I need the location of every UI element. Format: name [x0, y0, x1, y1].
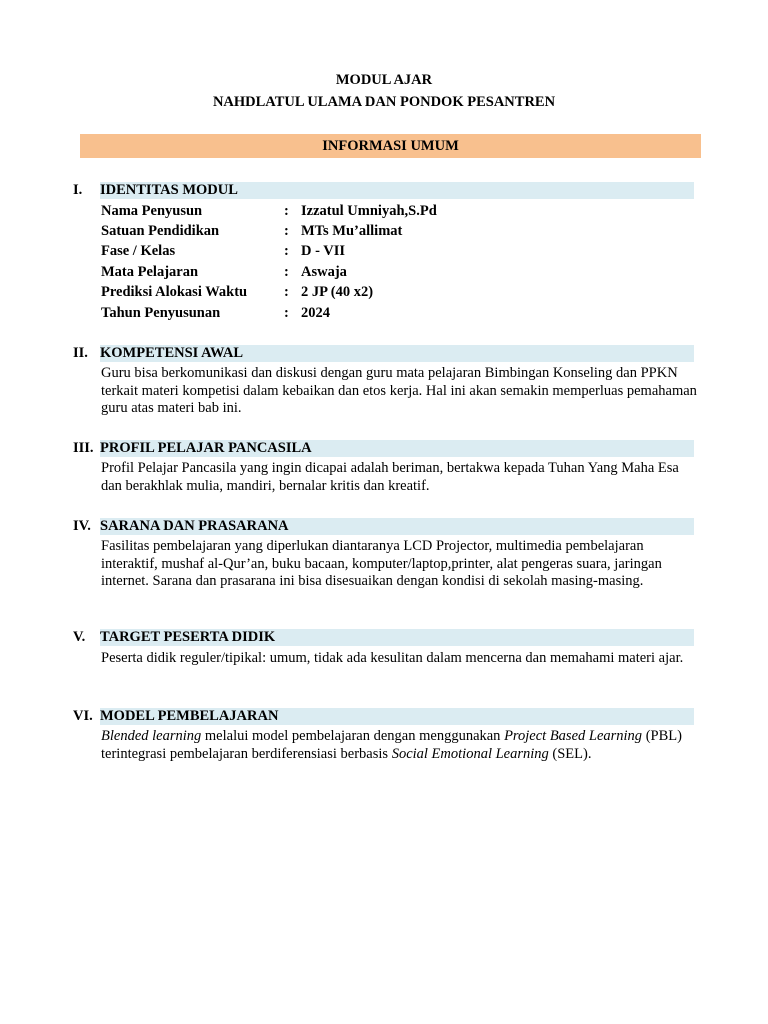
section-number: II. [73, 345, 88, 361]
identity-row [101, 262, 701, 282]
section-banner: INFORMASI UMUM [80, 134, 701, 158]
section-heading: IDENTITAS MODUL [100, 182, 694, 199]
identity-value: Aswaja [301, 264, 347, 280]
text-run: Social Emotional Learning [391, 745, 549, 762]
text-run: Project Based Learning [504, 728, 643, 744]
identity-key: Satuan Pendidikan [101, 223, 220, 239]
identity-value: MTs Mu’allimat [301, 223, 403, 239]
section-text: Fasilitas pembelajaran yang diperlukan diantaranya LCD Projector, multimedia pembelajaran interaktif, mushaf al-Qur’an, buku bacaan, komputer/laptop,printer, alat pengeras suara, jaringan internet. Sarana dan prasarana ini bisa disesuaikan dengan kondisi di sekolah masing-masing. [101, 538, 662, 589]
section-text: Guru bisa berkomunikasi dan diskusi dengan guru mata pelajaran Bimbingan Konseling dan PPKN terkait materi kompetisi dalam kebaikan dan etos kerja. Hal ini akan semakin memperluas pemahaman guru atas materi bab ini. [101, 365, 697, 416]
identity-value: Izzatul Umniyah,S.Pd [301, 203, 437, 219]
identity-value: D - VII [301, 243, 346, 259]
section-text: Peserta didik reguler/tipikal: umum, tidak ada kesulitan dalam mencerna dan memahami materi ajar. [101, 650, 684, 666]
identity-sep: : [284, 264, 289, 280]
section-heading: MODEL PEMBELAJARAN [100, 708, 694, 725]
identity-key: Tahun Penyusunan [101, 305, 221, 321]
section-heading: PROFIL PELAJAR PANCASILA [100, 440, 694, 457]
section-text: Profil Pelajar Pancasila yang ingin dicapai adalah beriman, bertakwa kepada Tuhan Yang Maha Esa dan berakhlak mulia, mandiri, bernalar kritis dan kreatif. [101, 460, 679, 494]
text-run: Blended learning [101, 728, 202, 744]
section-number: III. [73, 440, 94, 456]
section-number: V. [73, 629, 86, 645]
section-text [101, 728, 697, 763]
identity-row [101, 303, 701, 323]
text-run: (PBL) terintegrasi pembelajaran berdiferensiasi berbasis [101, 728, 682, 762]
text-run: melalui model pembelajaran dengan menggunakan [201, 728, 505, 744]
identity-key: Fase / Kelas [101, 243, 176, 259]
identity-key: Nama Penyusun [101, 203, 203, 219]
section-number: VI. [73, 708, 93, 724]
identity-key: Mata Pelajaran [101, 264, 199, 280]
doc-subtitle: NAHDLATUL ULAMA DAN PONDOK PESANTREN [212, 94, 556, 110]
section-heading: TARGET PESERTA DIDIK [100, 629, 694, 646]
identity-value: 2024 [301, 305, 330, 321]
identity-sep: : [284, 305, 289, 321]
identity-row [101, 241, 701, 261]
doc-title: MODUL AJAR [335, 72, 433, 88]
identity-row [101, 221, 701, 241]
identity-sep: : [284, 223, 289, 239]
identity-row [101, 201, 701, 221]
identity-row [101, 282, 701, 302]
identity-sep: : [284, 243, 289, 259]
identity-value: 2 JP (40 x2) [301, 284, 374, 300]
identity-key: Prediksi Alokasi Waktu [101, 284, 248, 300]
section-number: I. [73, 182, 83, 198]
identity-sep: : [284, 284, 289, 300]
section-heading: SARANA DAN PRASARANA [100, 518, 694, 535]
section-number: IV. [73, 518, 91, 534]
section-heading: KOMPETENSI AWAL [100, 345, 694, 362]
text-run: (SEL). [548, 745, 592, 762]
identity-sep: : [284, 203, 289, 219]
